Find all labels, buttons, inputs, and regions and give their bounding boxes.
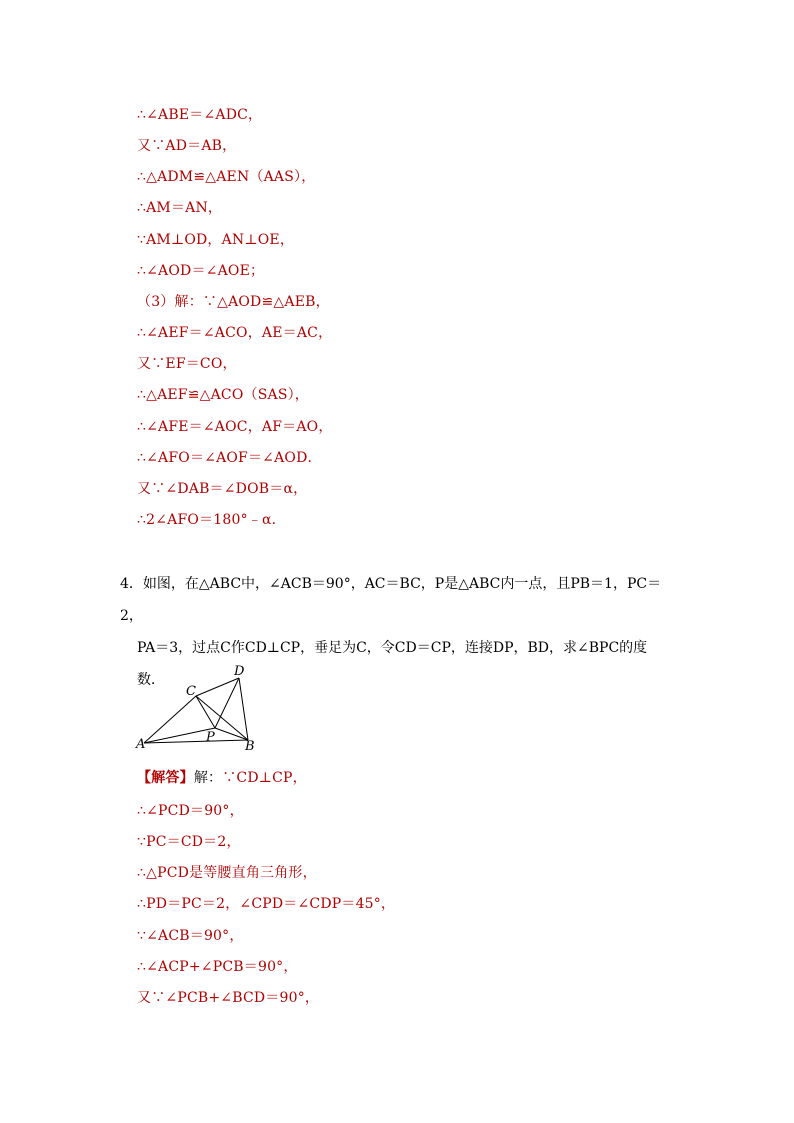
label-a: A <box>136 737 146 752</box>
solution-line: ∴AM＝AN， <box>137 200 223 216</box>
solution-line: 又∵∠DAB＝∠DOB＝α， <box>137 481 308 497</box>
answer-line: ∴∠ACP+∠PCB＝90°， <box>137 959 298 975</box>
answer-line: ∵PC＝CD＝2， <box>137 834 241 850</box>
solution-line: 又∵EF＝CO， <box>137 356 237 372</box>
solution-line: ∴2∠AFO＝180°﹣α． <box>137 512 286 528</box>
problem-line: PA＝3，过点C作CD⊥CP，垂足为C，令CD＝CP，连接DP，BD，求∠BPC的度 <box>137 640 648 656</box>
answer-line: 又∵∠PCB+∠BCD＝90°， <box>137 990 320 1006</box>
solution-line: ∴∠AEF＝∠ACO，AE＝AC， <box>137 325 333 341</box>
answer-line: ∴PD＝PC＝2，∠CPD＝∠CDP＝45°， <box>137 896 396 912</box>
solution-line: ∴△AEF≌△ACO（SAS）， <box>137 387 310 403</box>
problem-line: 4．如图，在△ABC中，∠ACB＝90°，AC＝BC，P是△ABC内一点，且PB＝1，PC＝2， <box>120 576 662 624</box>
answer-line: ∵∠ACB＝90°， <box>137 928 244 944</box>
geometry-figure <box>128 660 268 760</box>
solution-line: （3）解：∵△AOD≌△AEB， <box>137 294 330 310</box>
solution-line: ∴∠AFO＝∠AOF＝∠AOD． <box>137 450 322 466</box>
solution-line: 又∵AD＝AB， <box>137 138 237 154</box>
answer-tag: 【解答】 <box>137 770 194 786</box>
answer-first-line <box>137 767 307 787</box>
solution-line: ∴△ADM≌△AEN（AAS）， <box>137 169 316 185</box>
answer-line: ∴∠PCD＝90°， <box>137 803 244 819</box>
solution-line: ∴∠ABE＝∠ADC， <box>137 107 263 123</box>
answer-lead: 解： <box>193 770 223 786</box>
label-c: C <box>186 684 196 699</box>
label-d: D <box>234 664 245 679</box>
solution-line: ∴∠AOD＝∠AOE； <box>137 263 265 279</box>
label-p: P <box>206 730 215 745</box>
label-b: B <box>245 739 255 754</box>
solution-line: ∴∠AFE＝∠AOC，AF＝AO， <box>137 419 333 435</box>
answer-line: ∴△PCD是等腰直角三角形， <box>137 865 317 881</box>
answer-text: ∵CD⊥CP， <box>222 770 307 786</box>
problem-line: 数． <box>137 672 165 688</box>
solution-line: ∵AM⊥OD，AN⊥OE， <box>137 232 295 248</box>
